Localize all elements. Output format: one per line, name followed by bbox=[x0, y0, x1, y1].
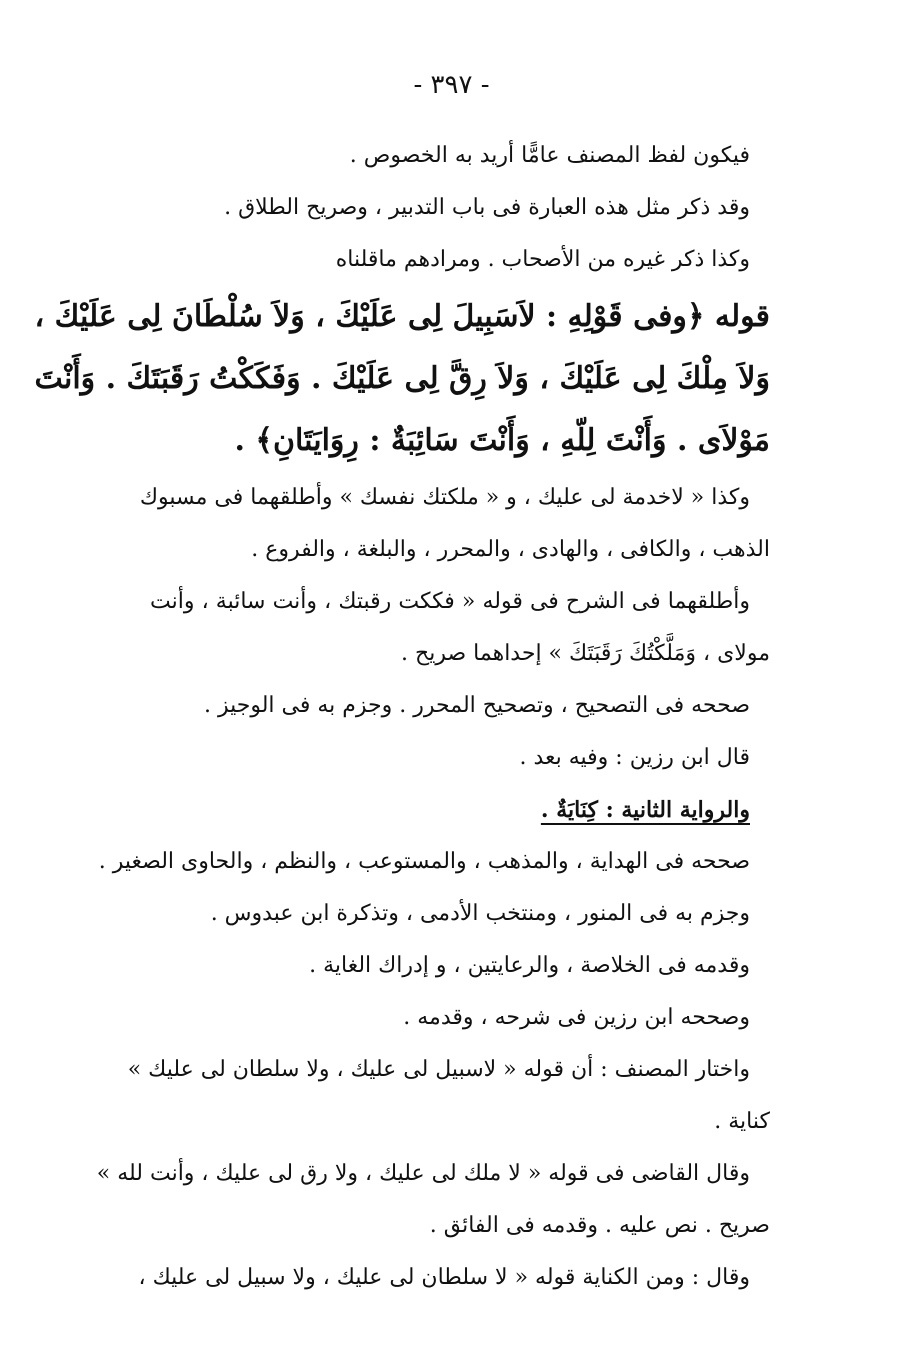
text-line: وأطلقهما فى الشرح فى قوله « فككت رقبتك ، وأنت سائبة ، وأنت bbox=[150, 589, 750, 614]
matn-line: مَوْلاَى . وَأَنْتَ لِلّهِ ، وَأَنْتَ سَائِبَةٌ : رِوَايَتَانِ﴾ . bbox=[234, 423, 770, 458]
text-line: الذهب ، والكافى ، والهادى ، والمحرر ، والبلغة ، والفروع . bbox=[251, 537, 770, 562]
text-body bbox=[34, 130, 770, 1304]
text-line: وقال : ومن الكناية قوله « لا سلطان لى عليك ، ولا سبيل لى عليك ، bbox=[138, 1265, 750, 1290]
text-line: صححه فى التصحيح ، وتصحيح المحرر . وجزم به فى الوجيز . bbox=[204, 693, 750, 718]
text-line: فيكون لفظ المصنف عامًّا أريد به الخصوص . bbox=[349, 143, 750, 168]
text-line: وصححه ابن رزين فى شرحه ، وقدمه . bbox=[403, 1005, 750, 1030]
page-number: - ٣٩٧ - bbox=[413, 70, 490, 100]
text-line: وقد ذكر مثل هذه العبارة فى باب التدبير ، وصريح الطلاق . bbox=[224, 195, 750, 220]
text-line: وقال القاضى فى قوله « لا ملك لى عليك ، ولا رق لى عليك ، وأنت لله » bbox=[96, 1161, 750, 1186]
text-line: وكذا « لاخدمة لى عليك ، و « ملكتك نفسك » وأطلقهما فى مسبوك bbox=[139, 485, 750, 510]
text-line: وقدمه فى الخلاصة ، والرعايتين ، و إدراك الغاية . bbox=[309, 953, 750, 978]
matn-line: وَلاَ مِلْكَ لِى عَلَيْكَ ، وَلاَ رِقَّ لِى عَلَيْكَ . وَفَكَكْتُ رَقَبَتَكَ . وَأَنْتَ bbox=[34, 361, 770, 396]
matn-line: قوله ﴿وفى قَوْلِهِ : لاَسَبِيلَ لِى عَلَيْكَ ، وَلاَ سُلْطَانَ لِى عَلَيْكَ ، bbox=[34, 299, 770, 334]
text-line: مولاى ، وَمَلَّكْتُكَ رَقَبَتَكَ » إحداهما صريح . bbox=[401, 641, 770, 666]
text-line: صريح . نص عليه . وقدمه فى الفائق . bbox=[429, 1213, 770, 1238]
text-line: وكذا ذكر غيره من الأصحاب . ومرادهم ماقلناه bbox=[335, 247, 750, 272]
heading-text: والرواية الثانية : كِنَايَةٌ . bbox=[540, 797, 750, 823]
text-line: صححه فى الهداية ، والمذهب ، والمستوعب ، والنظم ، والحاوى الصغير . bbox=[98, 849, 750, 874]
text-line: كناية . bbox=[714, 1109, 770, 1134]
section-heading bbox=[150, 784, 770, 836]
text-line: واختار المصنف : أن قوله « لاسبيل لى عليك ، ولا سلطان لى عليك » bbox=[127, 1057, 750, 1082]
text-line: وجزم به فى المنور ، ومنتخب الأدمى ، وتذكرة ابن عبدوس . bbox=[210, 901, 750, 926]
text-line: قال ابن رزين : وفيه بعد . bbox=[519, 745, 750, 770]
